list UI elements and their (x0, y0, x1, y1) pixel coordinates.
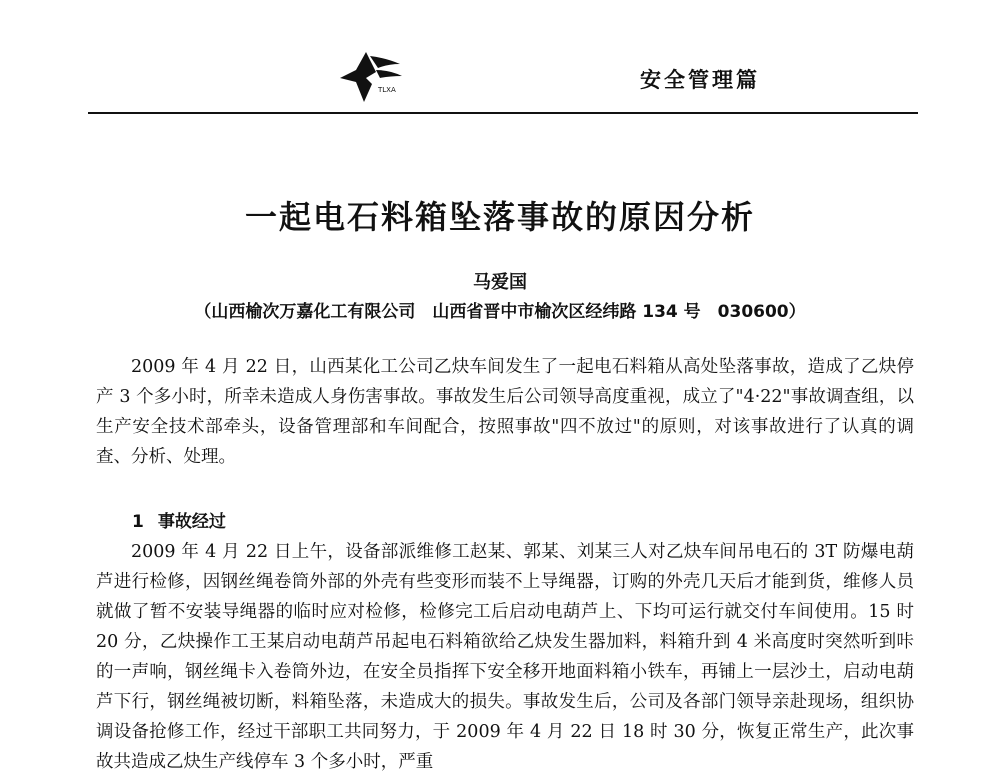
article-author: 马爱国 (473, 272, 527, 293)
page-header (88, 40, 918, 115)
company-logo-icon (326, 48, 406, 106)
section-paragraph: 2009 年 4 月 22 日上午，设备部派维修工赵某、郭某、刘某三人对乙炔车间吊电石的 3T 防爆电葫芦进行检修，因钢丝绳卷筒外部的外壳有些变形而装不上导绳器，订购的外壳几天后才能到货，维修人员就做了暂不安装导绳器的临时应对检修，检修完工后启动电葫芦上、下均可运行就交付车间使用。15 时 20 分，乙炔操作工王某启动电葫芦吊起电石料箱欲给乙炔发生器加料，料箱升到 4 米高度时突然听到咔的一声响，钢丝绳卡入卷筒外边，在安全员指挥下安全移开地面料箱小铁车，再铺上一层沙土，启动电葫芦下行，钢丝绳被切断，料箱坠落，未造成大的损失。事故发生后，公司及各部门领导亲赴现场，组织协调设备抢修工作，经过干部职工共同努力，于 2009 年 4 月 22 日 18 时 30 分，恢复正常生产，此次事故共造成乙炔生产线停车 3 个多小时，严重 (96, 542, 914, 772)
section-heading (96, 507, 914, 537)
header-rule (88, 112, 918, 114)
section-1 (96, 507, 914, 777)
section-label: 安全管理篇 (640, 67, 760, 92)
article-title: 一起电石料箱坠落事故的原因分析 (244, 198, 755, 236)
section-number: 1 (132, 512, 144, 532)
intro-paragraph: 2009 年 4 月 22 日，山西某化工公司乙炔车间发生了一起电石料箱从高处坠落事故，造成了乙炔停产 3 个多小时，所幸未造成人身伤害事故。事故发生后公司领导高度重视，成立了"4·22"事故调查组，以生产安全技术部牵头，设备管理部和车间配合，按照事故"四不放过"的原则，对该事故进行了认真的调查、分析、处理。 (96, 357, 914, 467)
logo-text: TLXA (378, 86, 396, 94)
article-affiliation: （山西榆次万嘉化工有限公司 山西省晋中市榆次区经纬路 134 号 030600） (194, 302, 806, 322)
intro-block (96, 352, 914, 472)
section-heading-text: 事故经过 (157, 512, 226, 532)
